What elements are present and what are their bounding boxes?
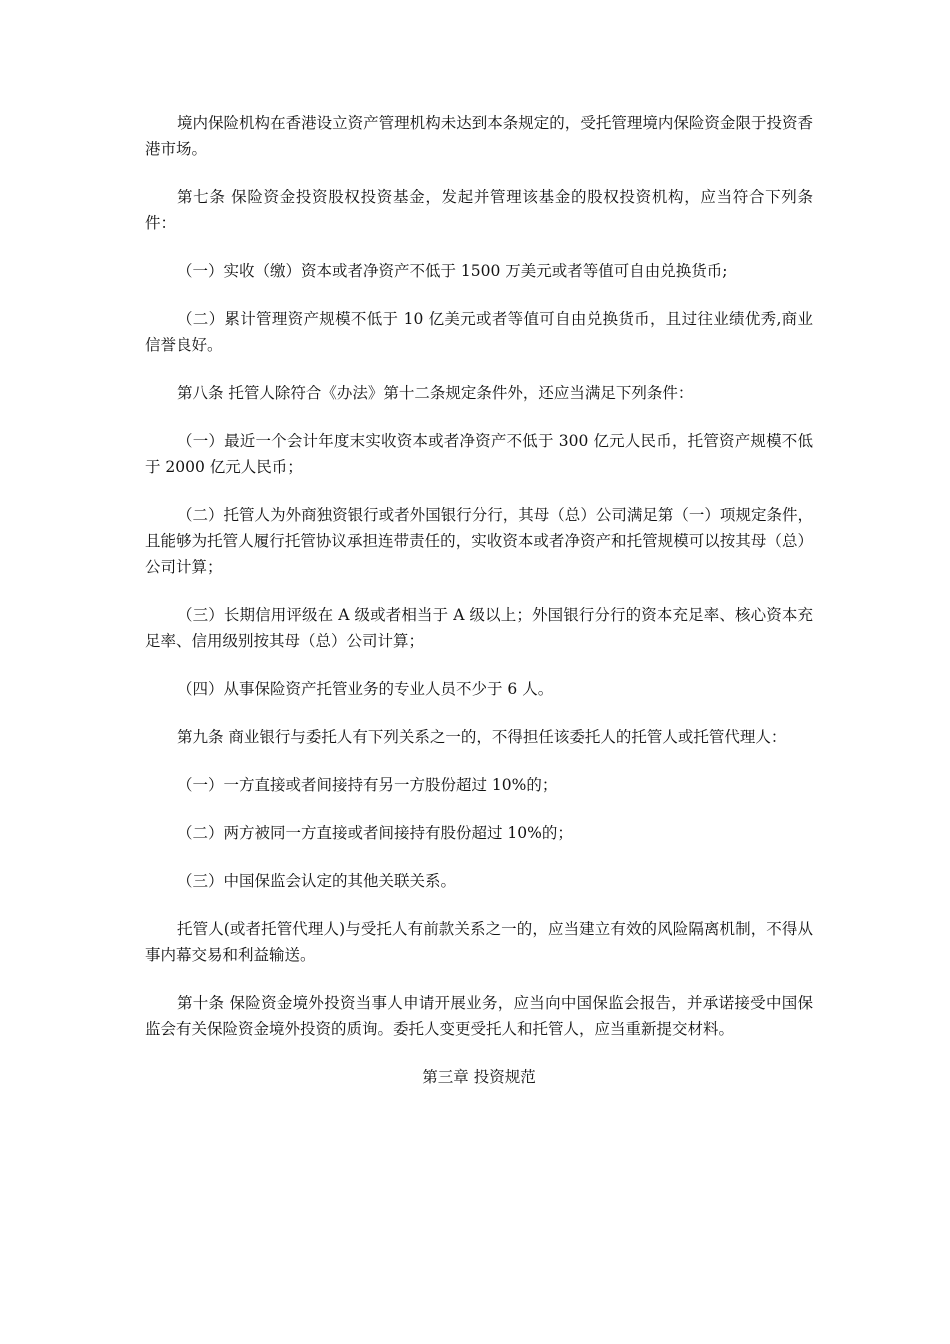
paragraph-article-8: 第八条 托管人除符合《办法》第十二条规定条件外，还应当满足下列条件： bbox=[177, 384, 694, 402]
chapter-heading: 第三章 投资规范 bbox=[422, 1068, 536, 1086]
paragraph-hk-asset-management: 境内保险机构在香港设立资产管理机构未达到本条规定的，受托管理境内保险资金限于投资香港市场。 bbox=[145, 114, 813, 158]
paragraph-article-7: 第七条 保险资金投资股权投资基金，发起并管理该基金的股权投资机构，应当符合下列条件： bbox=[145, 188, 813, 232]
paragraph-custodian-isolation: 托管人(或者托管代理人)与受托人有前款关系之一的，应当建立有效的风险隔离机制，不得从事内幕交易和利益输送。 bbox=[145, 920, 813, 964]
document-page bbox=[145, 110, 813, 1090]
paragraph-article-7-item-2: （二）累计管理资产规模不低于 10 亿美元或者等值可自由兑换货币，且过往业绩优秀,商业信誉良好。 bbox=[145, 310, 813, 354]
paragraph-article-9-item-2: （二）两方被同一方直接或者间接持有股份超过 10%的； bbox=[177, 824, 573, 842]
paragraph-article-8-item-4: （四）从事保险资产托管业务的专业人员不少于 6 人。 bbox=[177, 680, 554, 698]
paragraph-article-9: 第九条 商业银行与委托人有下列关系之一的，不得担任该委托人的托管人或托管代理人： bbox=[177, 728, 787, 746]
paragraph-article-8-item-2: （二）托管人为外商独资银行或者外国银行分行，其母（总）公司满足第（一）项规定条件，且能够为托管人履行托管协议承担连带责任的，实收资本或者净资产和托管规模可以按其母（总）公司计算； bbox=[145, 506, 813, 576]
paragraph-article-9-item-1: （一）一方直接或者间接持有另一方股份超过 10%的； bbox=[177, 776, 558, 794]
paragraph-article-7-item-1: （一）实收（缴）资本或者净资产不低于 1500 万美元或者等值可自由兑换货币; bbox=[177, 262, 728, 280]
paragraph-article-8-item-1: （一）最近一个会计年度末实收资本或者净资产不低于 300 亿元人民币，托管资产规模不低于 2000 亿元人民币； bbox=[145, 432, 813, 476]
paragraph-article-9-item-3: （三）中国保监会认定的其他关联关系。 bbox=[177, 872, 457, 890]
paragraph-article-8-item-3: （三）长期信用评级在 A 级或者相当于 A 级以上；外国银行分行的资本充足率、核心资本充足率、信用级别按其母（总）公司计算； bbox=[145, 606, 813, 650]
paragraph-article-10: 第十条 保险资金境外投资当事人申请开展业务，应当向中国保监会报告，并承诺接受中国保监会有关保险资金境外投资的质询。委托人变更受托人和托管人，应当重新提交材料。 bbox=[145, 994, 813, 1038]
